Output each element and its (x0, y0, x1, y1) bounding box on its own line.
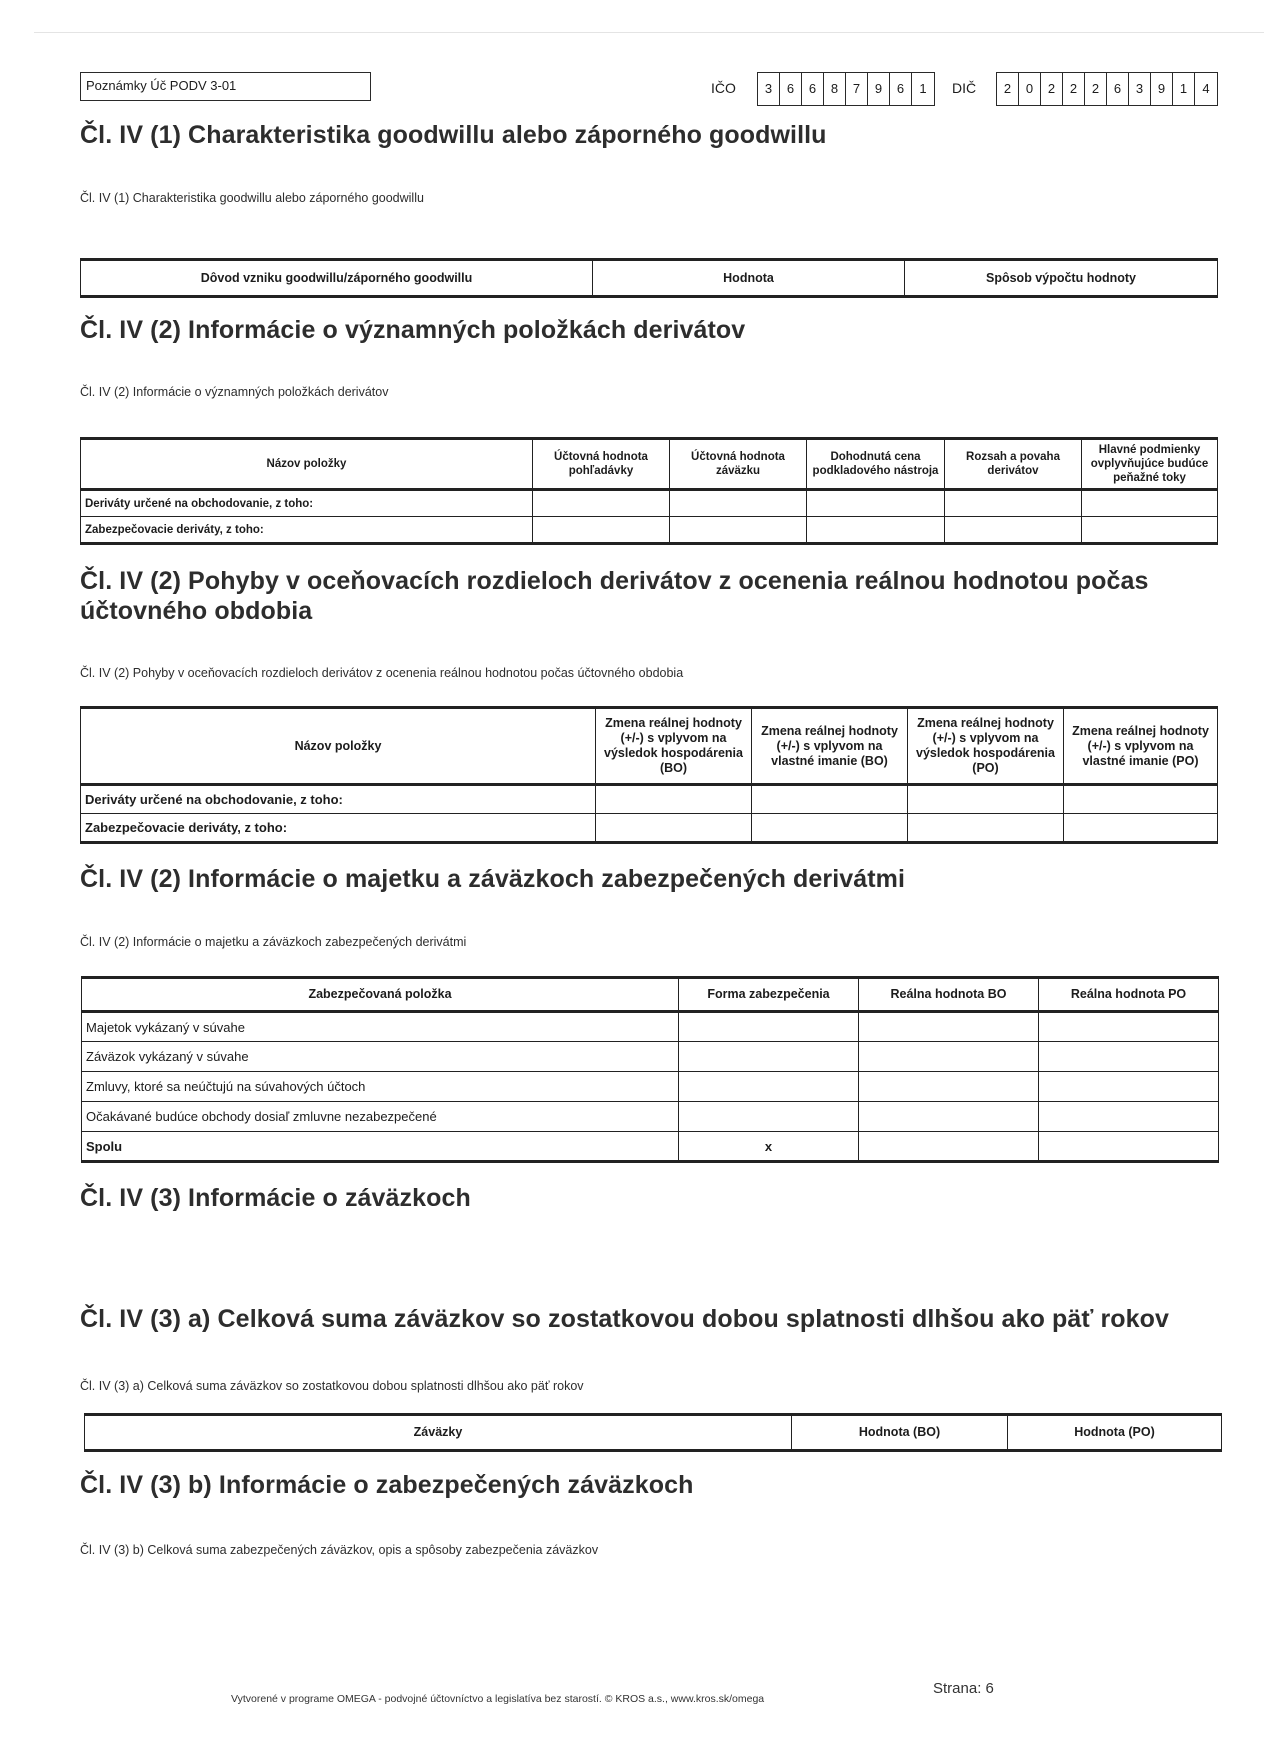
cell[interactable] (1039, 1132, 1219, 1162)
row-label: Záväzok vykázaný v súvahe (82, 1042, 679, 1072)
cell: x (679, 1132, 859, 1162)
col-header: Spôsob výpočtu hodnoty (905, 260, 1218, 297)
col-header: Hodnota (593, 260, 905, 297)
section-subtitle-secured-liabilities: Čl. IV (3) b) Celková suma zabezpečených záväzkov, opis a spôsoby zabezpečenia záväzkov (80, 1543, 599, 1557)
cell[interactable] (533, 490, 670, 517)
cell[interactable] (859, 1072, 1039, 1102)
col-header: Zmena reálnej hodnoty (+/-) s vplyvom na vlastné imanie (BO) (752, 708, 908, 785)
cell[interactable] (859, 1012, 1039, 1042)
cell[interactable] (1064, 785, 1218, 814)
col-header: Zmena reálnej hodnoty (+/-) s vplyvom na výsledok hospodárenia (BO) (596, 708, 752, 785)
ico-digit: 6 (780, 73, 802, 105)
page-number: Strana: 6 (933, 1680, 994, 1697)
section-title-liabilities: Čl. IV (3) Informácie o záväzkoch (80, 1184, 471, 1212)
cell[interactable] (859, 1042, 1039, 1072)
ico-digit: 7 (846, 73, 868, 105)
cell[interactable] (859, 1132, 1039, 1162)
row-label: Zabezpečovacie deriváty, z toho: (81, 517, 533, 544)
section-title-hedged-assets: Čl. IV (2) Informácie o majetku a záväzkoch zabezpečených derivátmi (80, 865, 906, 893)
col-header: Dôvod vzniku goodwillu/záporného goodwillu (81, 260, 593, 297)
dic-digit: 6 (1107, 73, 1129, 105)
col-header: Záväzky (85, 1415, 792, 1451)
cell[interactable] (596, 814, 752, 843)
col-header: Názov položky (81, 708, 596, 785)
ico-digit: 8 (824, 73, 846, 105)
table-row (81, 517, 1218, 544)
goodwill-table (80, 258, 1218, 298)
col-header: Účtovná hodnota pohľadávky (533, 439, 670, 490)
section-title-derivatives-info: Čl. IV (2) Informácie o významných položkách derivátov (80, 316, 746, 344)
row-label: Zabezpečovacie deriváty, z toho: (81, 814, 596, 843)
section-subtitle-goodwill: Čl. IV (1) Charakteristika goodwillu alebo záporného goodwillu (80, 191, 424, 205)
cell[interactable] (945, 490, 1082, 517)
cell[interactable] (752, 785, 908, 814)
col-header: Reálna hodnota BO (859, 978, 1039, 1012)
cell[interactable] (1039, 1042, 1219, 1072)
col-header: Reálna hodnota PO (1039, 978, 1219, 1012)
ico-label: IČO (711, 80, 736, 96)
cell[interactable] (859, 1102, 1039, 1132)
col-header: Hodnota (BO) (792, 1415, 1008, 1451)
table-row (81, 814, 1218, 843)
col-header: Zabezpečovaná položka (82, 978, 679, 1012)
section-title-goodwill: Čl. IV (1) Charakteristika goodwillu alebo záporného goodwillu (80, 121, 827, 149)
form-code-box: Poznámky Úč PODV 3-01 (80, 72, 371, 101)
table-row (82, 1072, 1219, 1102)
table-row (82, 1012, 1219, 1042)
col-header: Zmena reálnej hodnoty (+/-) s vplyvom na výsledok hospodárenia (PO) (908, 708, 1064, 785)
dic-label: DIČ (952, 80, 977, 96)
col-header: Hodnota (PO) (1008, 1415, 1222, 1451)
row-label: Majetok vykázaný v súvahe (82, 1012, 679, 1042)
ico-digit: 1 (919, 81, 927, 96)
section-subtitle-liabilities-long: Čl. IV (3) a) Celková suma záväzkov so zostatkovou dobou splatnosti dlhšou ako päť rokov (80, 1379, 584, 1393)
col-header: Účtovná hodnota záväzku (670, 439, 807, 490)
table-row (81, 490, 1218, 517)
section-subtitle-derivatives-movements: Čl. IV (2) Pohyby v oceňovacích rozdieloch derivátov z ocenenia reálnou hodnotou počas účtovného obdobia (80, 666, 684, 680)
dic-digit: 2 (997, 73, 1019, 105)
row-label: Zmluvy, ktoré sa neúčtujú na súvahových účtoch (82, 1072, 679, 1102)
cell[interactable] (1064, 814, 1218, 843)
derivatives-movements-table (80, 706, 1218, 844)
section-subtitle-hedged-assets: Čl. IV (2) Informácie o majetku a záväzkoch zabezpečených derivátmi (80, 935, 467, 949)
dic-digit: 2 (1085, 73, 1107, 105)
dic-digit: 0 (1019, 73, 1041, 105)
ico-digits (757, 72, 935, 106)
dic-digit: 1 (1173, 73, 1195, 105)
ico-digit: 6 (890, 73, 912, 105)
cell[interactable] (1039, 1012, 1219, 1042)
cell[interactable] (679, 1042, 859, 1072)
section-title-secured-liabilities: Čl. IV (3) b) Informácie o zabezpečených záväzkoch (80, 1471, 694, 1499)
cell[interactable] (670, 490, 807, 517)
table-row-total (82, 1132, 1219, 1162)
cell[interactable] (533, 517, 670, 544)
cell[interactable] (1039, 1072, 1219, 1102)
section-subtitle-derivatives-info: Čl. IV (2) Informácie o významných položkách derivátov (80, 385, 389, 399)
cell[interactable] (1039, 1102, 1219, 1132)
table-row (82, 1102, 1219, 1132)
dic-digit: 2 (1041, 73, 1063, 105)
table-row (82, 1042, 1219, 1072)
cell[interactable] (679, 1012, 859, 1042)
row-label: Očakávané budúce obchody dosiaľ zmluvne nezabezpečené (82, 1102, 679, 1132)
page-top-edge (34, 32, 1264, 33)
footer-text: Vytvorené v programe OMEGA - podvojné účtovníctvo a legislatíva bez starostí. © KROS a.s., www.kros.sk/omega (231, 1693, 765, 1705)
section-title-liabilities-long: Čl. IV (3) a) Celková suma záväzkov so zostatkovou dobou splatnosti dlhšou ako päť rokov (80, 1305, 1170, 1333)
cell[interactable] (670, 517, 807, 544)
ico-digit: 3 (758, 73, 780, 105)
row-label: Spolu (82, 1132, 679, 1162)
cell[interactable] (908, 814, 1064, 843)
dic-digit: 4 (1202, 81, 1210, 96)
row-label: Deriváty určené na obchodovanie, z toho: (81, 785, 596, 814)
ico-digit: 9 (868, 73, 890, 105)
col-header: Dohodnutá cena podkladového nástroja (807, 439, 945, 490)
cell[interactable] (679, 1072, 859, 1102)
dic-digit: 3 (1129, 73, 1151, 105)
col-header: Forma zabezpečenia (679, 978, 859, 1012)
cell[interactable] (679, 1102, 859, 1132)
cell[interactable] (945, 517, 1082, 544)
cell[interactable] (1082, 517, 1218, 544)
cell[interactable] (596, 785, 752, 814)
cell[interactable] (908, 785, 1064, 814)
ico-digit: 6 (802, 73, 824, 105)
hedged-assets-table (81, 976, 1219, 1163)
cell[interactable] (807, 490, 945, 517)
liabilities-long-table (84, 1413, 1222, 1452)
col-header: Rozsah a povaha derivátov (945, 439, 1082, 490)
table-row (81, 785, 1218, 814)
dic-digit: 2 (1063, 73, 1085, 105)
derivatives-info-table (80, 437, 1218, 545)
dic-digits (996, 72, 1218, 106)
col-header: Hlavné podmienky ovplyvňujúce budúce peňažné toky (1082, 439, 1218, 490)
row-label: Deriváty určené na obchodovanie, z toho: (81, 490, 533, 517)
cell[interactable] (807, 517, 945, 544)
col-header: Zmena reálnej hodnoty (+/-) s vplyvom na vlastné imanie (PO) (1064, 708, 1218, 785)
section-title-derivatives-movements: Čl. IV (2) Pohyby v oceňovacích rozdieloch derivátov z ocenenia reálnou hodnotou počas účtovného obdobia (80, 567, 1149, 625)
cell[interactable] (1082, 490, 1218, 517)
dic-digit: 9 (1151, 73, 1173, 105)
col-header: Názov položky (81, 439, 533, 490)
cell[interactable] (752, 814, 908, 843)
